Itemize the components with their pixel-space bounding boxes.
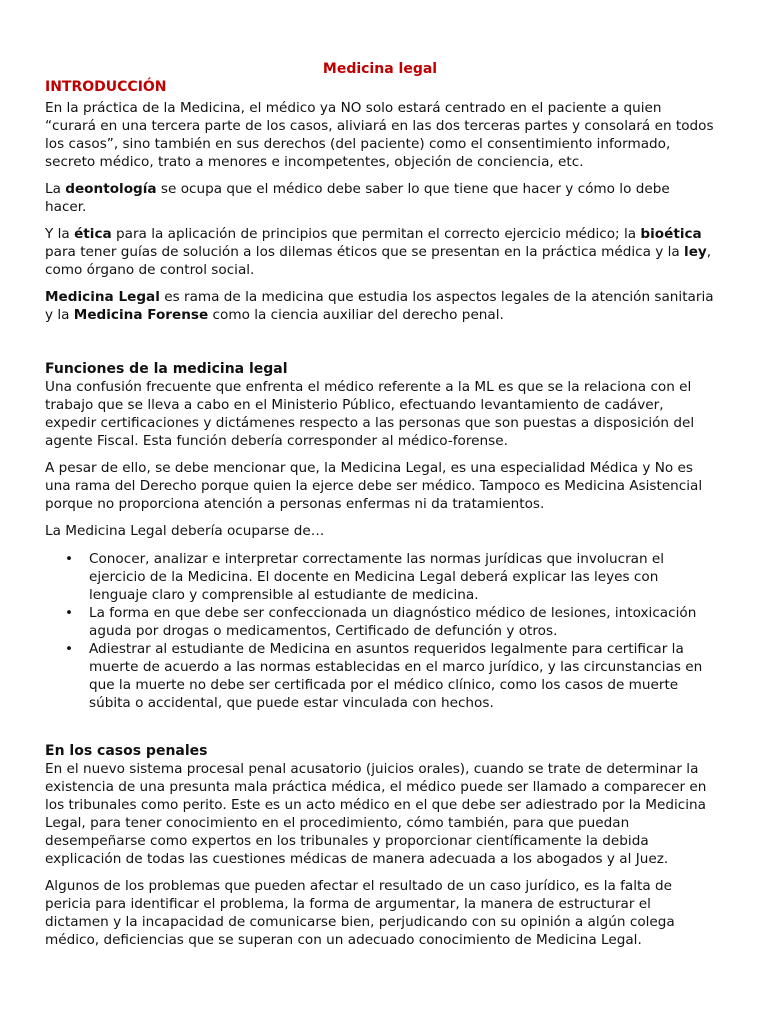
text-run: como la ciencia auxiliar del derecho penal. — [208, 307, 504, 323]
list-item — [45, 640, 715, 712]
list-item — [45, 550, 715, 604]
term-etica: ética — [74, 226, 112, 242]
funciones-paragraph-2: A pesar de ello, se debe mencionar que, la Medicina Legal, es una especialidad Médica y No es una rama del Derecho porque quien la ejerce debe ser médico. Tampoco es Medicina Asistencial porque no proporciona atención a personas enfermas ni da tratamientos. — [45, 460, 703, 512]
text-run: para tener guías de solución a los dilemas éticos que se presentan en la práctica médica y la — [45, 244, 685, 260]
document-body — [45, 60, 715, 958]
funciones-paragraph-1: Una confusión frecuente que enfrenta el médico referente a la ML es que se la relaciona con el trabajo que se lleva a cabo en el Ministerio Público, efectuando levantamiento de cadáver, expedir certificaciones y dictámenes respecto a las personas que son puestas a disposición del agente Fiscal. Esta función debería corresponder al médico-forense. — [45, 379, 695, 449]
term-deontologia: deontología — [65, 181, 157, 197]
term-bioetica: bioética — [640, 226, 702, 242]
text-run: , como órgano de control social. — [45, 244, 712, 278]
term-medicina-forense: Medicina Forense — [73, 307, 209, 323]
term-medicina-legal: Medicina Legal — [45, 289, 160, 305]
document-title: Medicina legal — [322, 61, 438, 77]
intro-paragraph-2 — [45, 180, 715, 216]
text-run: Y la — [45, 226, 75, 242]
text-run: es rama de la medicina que estudia los aspectos legales de la atención sanitaria y la — [45, 289, 714, 323]
list-item-text: Adiestrar al estudiante de Medicina en asuntos requeridos legalmente para certificar la muerte de acuerdo a las normas establecidas en el marco jurídico, y las circunstancias en que la muerte no debe ser certificada por el médico clínico, como los casos de muerte súbita o accidental, que puede estar vinculada con hechos. — [89, 641, 703, 711]
section-heading-funciones: Funciones de la medicina legal — [45, 361, 288, 377]
intro-heading: INTRODUCCIÓN — [45, 79, 167, 95]
text-run: para la aplicación de principios que permitan el correcto ejercicio médico; la — [111, 226, 641, 242]
intro-paragraph-4 — [45, 288, 715, 324]
section-spacer — [45, 712, 715, 742]
penales-paragraph-1: En el nuevo sistema procesal penal acusatorio (juicios orales), cuando se trate de determinar la existencia de una presunta mala práctica médica, el médico puede ser llamado a comparecer en los tribunales como perito. Este es un acto médico en el que debe ser adiestrado por la Medicina Legal, para tener conocimiento en el procedimiento, cómo también, para que puedan desempeñarse como expertos en los tribunales y proporcionar científicamente la debida explicación de todas las cuestiones médicas de manera adecuada a los abogados y al Juez. — [45, 761, 707, 867]
bullet-icon: • — [65, 641, 74, 657]
bullet-list — [45, 550, 715, 712]
section-spacer — [45, 333, 715, 360]
bullet-icon: • — [65, 605, 74, 621]
list-item — [45, 604, 715, 640]
funciones-paragraph-3: La Medicina Legal debería ocuparse de… — [45, 523, 325, 539]
intro-paragraph-1: En la práctica de la Medicina, el médico ya NO solo estará centrado en el paciente a quien “curará en una tercera parte de los casos, aliviará en las dos terceras partes y consolará en todos los casos”, sino también en sus derechos (del paciente) como el consentimiento informado, secreto médico, trato a menores e incompetentes, objeción de conciencia, etc. — [45, 100, 714, 170]
term-ley: ley — [684, 244, 707, 260]
intro-paragraph-3 — [45, 225, 715, 279]
penales-paragraph-2: Algunos de los problemas que pueden afectar el resultado de un caso jurídico, es la falta de pericia para identificar el problema, la forma de argumentar, la manera de estructurar el dictamen y la incapacidad de comunicarse bien, perjudicando con su opinión a algún colega médico, deficiencias que se superan con un adecuado conocimiento de Medicina Legal. — [45, 878, 675, 948]
text-run: se ocupa que el médico debe saber lo que tiene que hacer y cómo lo debe hacer. — [45, 181, 670, 215]
section-heading-casos-penales: En los casos penales — [45, 743, 208, 759]
text-run: La — [45, 181, 66, 197]
bullet-icon: • — [65, 551, 74, 567]
list-item-text: La forma en que debe ser confeccionada un diagnóstico médico de lesiones, intoxicación aguda por drogas o medicamentos, Certificado de defunción y otros. — [89, 605, 697, 639]
list-item-text: Conocer, analizar e interpretar correctamente las normas jurídicas que involucran el ejercicio de la Medicina. El docente en Medicina Legal deberá explicar las leyes con lenguaje claro y comprensible al estudiante de medicina. — [89, 551, 665, 603]
